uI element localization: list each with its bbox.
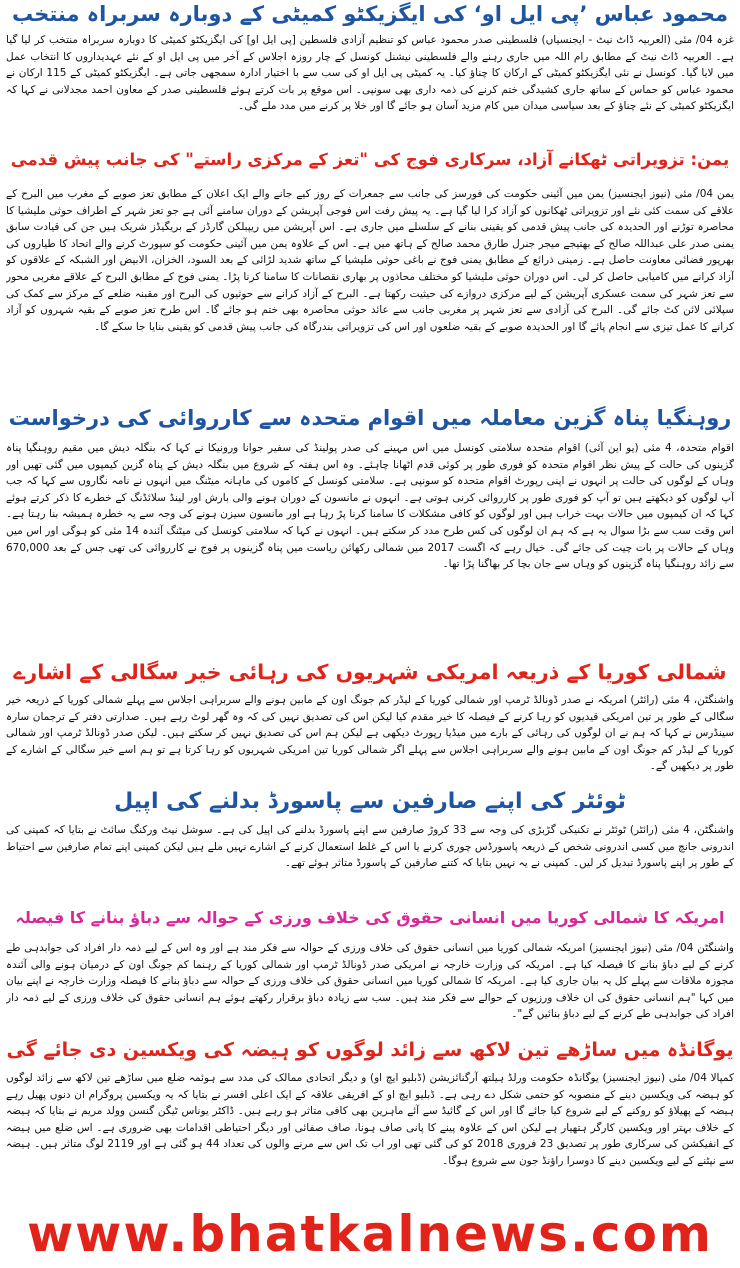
article-yemen <box>0 138 740 392</box>
article-body: واشنگٹن، 4 مئی (رائٹر) امریکہ نے صدر ڈونالڈ ٹرمپ اور شمالی کوریا کے لیڈر کم جونگ اون کے مابین ہونے والے سربراہی اجلاس سے پہلے شمالی کوریا کے ذریعہ خیر سگالی کے طور پر تین امریکی قیدیوں کو رہا کرنے کے فیصلہ کا خیر مقدم کیا لیکن اس کی تصدیق نہیں کی کہ وہ گھر لوٹ رہے ہیں۔ صدارتی دفتر کے ترجمان سارہ سینڈرس نے کہا کہ ہم نے ان لوگوں کی رہائی کے بارے میں میڈیا رپورٹ دیکھی ہے لیکن ہم اس کی تصدیق نہیں کر سکتے ہیں۔ لیکن صدر ڈونالڈ ٹرمپ اور شمالی کوریا کے لیڈر کم جونگ اون کے مابین ہونے والے سربراہی اجلاس سے پہلے اگر شمالی کوریا تین امریکی شہریوں کو رہا کرتا ہے تو ہم اسے خیر سگالی کے اشارے کے طور پر دیکھیں گے۔ <box>6 694 734 773</box>
article-us-human-rights <box>0 898 740 1024</box>
article-body: واشنگٹن 04/ مئی (نیوز ایجنسیز) امریکہ شمالی کوریا میں انسانی حقوق کی خلاف ورزی کے حوالہ سے فکر مند ہے اور وہ اس کے لیے ذمہ دار افراد کی جوابدہی طے کرنے کے لیے دباؤ بنانے کا فیصلہ کیا ہے۔ امریکہ کی وزارت خارجہ نے امریکی صدر ڈونالڈ ٹرمپ اور شمالی کوریا کے رہنما کم جونگ اون کے درمیان ہونے والی آئندہ مجوزہ ملاقات سے پہلے کل یہ بیان جاری کیا ہے۔ امریکہ کا شمالی کوریا میں انسانی حقوق کی خلاف ورزی کے حوالہ سے دباؤ بنانے کا فیصلہ وزارت خارجہ نے اپنے بیان میں کہا "ہم انسانی حقوق کی ان خلاف ورزیوں کے حوالے سے فکر مند ہیں۔ سب سے زیادہ دباؤ برقرار رکھتے ہوئے ہم انسانی حقوق کی خلاف ورزی کے لیے ذمہ دار افراد کی جوابدہی طے کرنے کے لیے دباؤ بنائیں گے"۔ <box>6 942 734 1021</box>
article-uganda-cholera <box>0 1030 740 1186</box>
article-body: کمپالا 04/ مئی (نیوز ایجنسیز) یوگانڈہ حکومت ورلڈ ہیلتھ آرگنائزیشن (ڈبلیو ایچ او) و دیگر اتحادی ممالک کی مدد سے ہوئمہ ضلع میں ساڑھے تین لاکھ سے زائد لوگوں کو ہیضہ کی ویکسین دینے کے منصوبہ کو حتمی شکل دے رہی ہے۔ ڈبلیو ایچ او کے افریقی علاقہ کے ایک اعلی افسر نے بتایا کہ یہ ویکسین پروگرام ان دنوں پھیل رہے ہیضہ کے پھیلاؤ کو روکنے کے لیے شروع کیا جائے گا اور اس کے گائیڈ سے آئے ماہرین بھی کافی متاثر ہو رہے ہیں۔ ڈاکٹر یوناس ٹیگن گنسن وولد مریم نے بتایا کہ ہیضہ کے خلاف بہتر اور ویکسین کارگر ہتھیار ہے لیکن اس کے علاوہ پینے کا پانی صاف ہونا، صاف صفائی اور دیگر احتیاطی اقدامات بھی ضروری ہے۔ اس ضلع میں ہیضہ کے انفیکشن کی سرکاری طور پر تصدیق 23 فروری 2018 کو کی گئی تھی اور اب تک اس سے مرنے والوں کی تعداد 44 ہو گئی ہے اور 2119 لوگ متاثر ہیں۔ ہیضہ سے نپٹنے کے لیے ویکسین دینے کا دوسرا راؤنڈ جون سے شروع ہوگا۔ <box>6 1072 734 1167</box>
article-headline: روہنگیا پناہ گزین معاملہ میں اقوام متحدہ سے کارروائی کی درخواست <box>8 406 732 430</box>
article-headline: شمالی کوریا کے ذریعہ امریکی شہریوں کی رہائی خیر سگالی کے اشارے <box>13 660 727 684</box>
article-twitter <box>0 782 740 890</box>
article-rohingya <box>0 398 740 648</box>
website-url[interactable]: www.bhatkalnews.com <box>26 1205 714 1263</box>
article-headline: ٹوئٹر کی اپنے صارفین سے پاسورڈ بدلنے کی اپیل <box>114 789 626 814</box>
article-body: یمن 04/ مئی (نیوز ایجنسیز) یمن میں آئینی حکومت کی فورسز کی جانب سے جمعرات کے روز کیے جانے والے ایک اعلان کے مطابق تعز صوبے کے مغرب میں البرح کے علاقے کی سمت کئی نئے اور تزویراتی ٹھکانوں کو آزاد کرا لیا گیا ہے۔ یہ پیش رفت اس فوجی آپریشن کے دوران سامنے آئی ہے جو تعز شہر کے اطراف حوثی ملیشیا کا محاصرہ توڑنے اور الحدیدہ کی جانب پیش قدمی کو یقینی بنانے کے سلسلے میں جاری ہے۔ اس آپریشن میں ریپبلکن گارڈز کے بریگیڈز شریک ہیں جن کی قیادت سابق یمنی صدر علی عبداللہ صالح کے بھتیجے میجر جنرل طارق محمد صالح کے ہاتھ میں ہے۔ اس کے علاوہ یمن میں آئینی حکومت کو سپورٹ کرنے والے اتحاد کا طیاروں کی بھرپور فضائی معاونت حاصل ہے۔ زمینی ذرائع کے مطابق یمنی فوج نے باغی حوثی ملیشیا کے ساتھ شدید لڑائی کے بعد السود، الخزان، الابیض اور الشبکہ کے علاقوں کو آزاد کرانے میں کامیابی حاصل کر لی۔ اس دوران حوثی ملیشیا کو مختلف محاذوں پر بھاری نقصانات کا سامنا کرنا پڑا۔ یمنی فوج کے مطابق البرح کے علاقے مغربی محور سے تعز شہر کی سمت عسکری آپریشن کے لیے مرکزی دروازے کی حیثیت رکھتا ہے۔ البرح کے آزاد کرانے سے حوثیوں کی البرح اور مقبنہ ضلعے کے مرکز سے کمک کی سپلائی لائن کٹ جائے گی۔ البرح کی آزادی سے تعز شہر پر مغربی جانب سے عائد حوثی محاصرہ بھی ختم ہو جائے گا۔ اس طرح تعز صوبے کے بقیہ شہروں کو آزاد کرانے کا عمل تیزی سے انجام پائے گا اور الحدیدہ صوبے کے بقیہ ضلعوں اور اس کی تزویراتی بندرگاہ کی جانب پیش قدمی کو یقینی بنایا جا سکے گا۔ <box>6 188 734 333</box>
article-body: واشنگٹن، 4 مئی (رائٹر) ٹوئٹر نے تکنیکی گڑبڑی کی وجہ سے 33 کروڑ صارفین سے اپنے پاسورڈ بدلنے کی اپیل کی ہے۔ سوشل نیٹ ورکنگ سائٹ نے بتایا کہ کمپنی کی اندرونی جانچ میں کسی اندرونی شخص کے ذریعہ پاسورڈس چوری کرنے یا اس کے غلط استعمال کرنے کے اشارے نہیں ملے ہیں لیکن کمپنی اپنے تمام صارفین سے احتیاط کے طور پر اپنے پاسورڈ تبدیل کر لیں۔ کمپنی نے یہ نہیں بتایا کہ کتنے صارفین کے پاسورڈ متاثر ہوئے تھے۔ <box>6 824 734 870</box>
article-headline: امریکہ کا شمالی کوریا میں انسانی حقوق کی خلاف ورزی کے حوالہ سے دباؤ بنانے کا فیصلہ <box>15 908 725 927</box>
article-headline: یمن: تزویراتی ٹھکانے آزاد، سرکاری فوج کی "تعز کے مرکزی راستے" کی جانب پیش قدمی <box>10 150 730 169</box>
article-body: اقوام متحدہ، 4 مئی (یو این آئی) اقوام متحدہ سلامتی کونسل میں اس مہینے کی صدر پولینڈ کی سفیر جوانا ورونیکا نے کہا کہ بنگلہ دیش میں مقیم روہنگیا پناہ گزینوں کی حالت کے پیش نظر اقوام متحدہ کو فوری طور پر کوئی قدم اٹھانا چاہئے۔ وہ اس ہفتہ کے شروع میں بنگلہ دیش کے پناہ گزین کیمپوں میں گئی تھیں اور وہاں کے لوگوں کی حالت پر انہوں نے اپنی رپورٹ اقوام متحدہ کو سونپی ہے۔ سلامتی کونسل کے کاموں کی ماہانہ میٹنگ میں انہوں نے نامہ نگاروں سے کہا کہ جب آپ لوگوں کو دیکھتے ہیں تو آپ کو فوری طور پر کارروائی کرنی ہوتی ہے۔ انہوں نے مانسون کے دوران ہونے والی بارش اور لینڈ سلائڈنگ کے خطرے کا ذکر کرتے ہوئے کہا کہ ان کیمپوں میں حالات بہت خراب ہیں اور لوگوں کو کافی مشکلات کا سامنا کرنا پڑ رہا ہے اور مانسون سیزن ہونے کی وجہ سے یہ خطرہ ہمیشہ بنا رہتا ہے۔ اس وقت سب سے بڑا سوال یہ ہے کہ ہم ان لوگوں کی کس طرح مدد کر سکتے ہیں۔ انہوں نے کہا کہ سلامتی کونسل کی میٹنگ آئندہ 14 مئی کو ہوگی اور اس میں وہاں کے حالات پر بات چیت کی جائے گی۔ خیال رہے کہ اگست 2017 میں شمالی رکھائن ریاست میں پناہ گزینوں پر فوج نے کارروائی کی تھی جس کے بعد 670,000 سے زائد روہنگیا پناہ گزینوں کو وہاں سے جان بچا کر بھاگنا پڑا تھا۔ <box>6 442 734 571</box>
article-headline: یوگانڈہ میں ساڑھے تین لاکھ سے زائد لوگوں کو ہیضہ کی ویکسین دی جائے گی <box>6 1039 734 1061</box>
article-headline: محمود عباس ’پی ایل او‘ کی ایگزیکٹو کمیٹی کے دوبارہ سربراہ منتخب <box>11 2 729 26</box>
footer-banner <box>0 1200 740 1268</box>
article-north-korea-release <box>0 652 740 776</box>
article-body: غزہ 04/ مئی (العربیہ ڈاٹ نیٹ - ایجنسیاں) فلسطینی صدر محمود عباس کو تنظیم آزادی فلسطین [پی ایل او] کی ایگزیکٹو کمیٹی کا دوبارہ سربراہ منتخب کر لیا گیا ہے۔ العربیہ ڈاٹ نیٹ کے مطابق رام اللہ میں جاری رہنے والے فلسطینی نیشنل کونسل کے چار روزہ اجلاس کے آخر میں پی ایل او کے نئے عہدیداروں کا انتخاب عمل میں لایا گیا۔ کونسل نے نئی ایگزیکٹو کمیٹی کے ارکان کا چناؤ کیا۔ یہ کمیٹی پی ایل او کی سب سے با اختیار ادارہ سمجھی جاتی ہے۔ ایگزیکٹو کمیٹی کے 115 ارکان نے محمود عباس کو حماس کے ساتھ جاری کشیدگی ختم کرنے کی ذمہ داری بھی سونپی۔ اس موقع پر بات کرتے ہوئے فلسطینی صدر کے معاون احمد مجدلانی نے کہا کہ ایگزیکٹو کمیٹی کے نئے چناؤ کے بعد سیاسی میدان میں کام مزید آسان ہو جائے گا اور خلا پر کرنے میں مدد ملے گی۔ <box>6 34 734 113</box>
article-abbas <box>0 2 740 132</box>
